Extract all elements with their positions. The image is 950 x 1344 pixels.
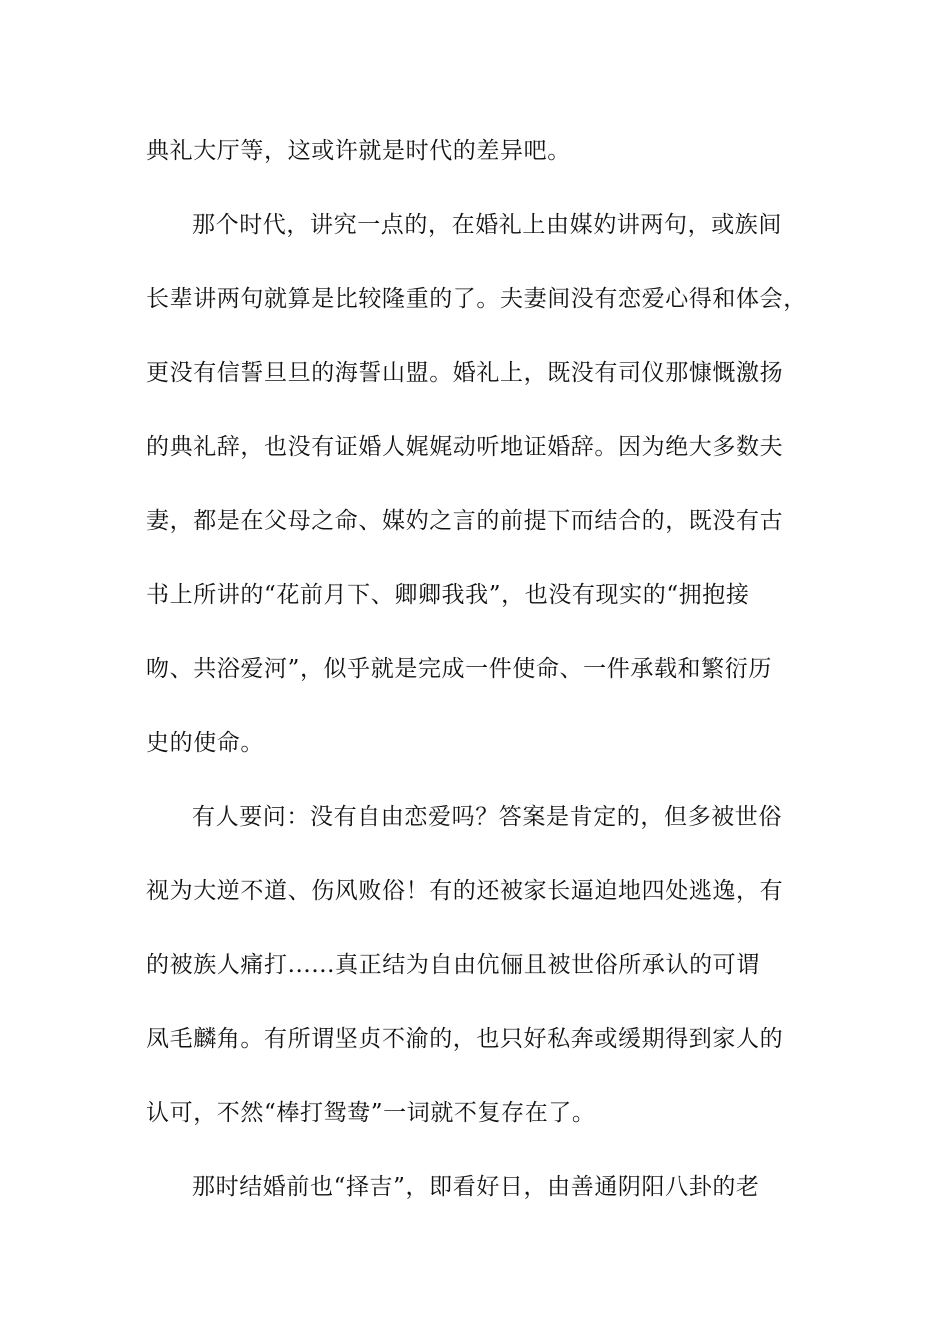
text-line: 吻、共浴爱河”，似乎就是完成一件使命、一件承载和繁衍历	[146, 656, 772, 682]
text-line: 的典礼辞，也没有证婚人娓娓动听地证婚辞。因为绝大多数夫	[146, 434, 784, 460]
text-line: 凤毛麟角。有所谓坚贞不渝的，也只好私奔或缓期得到家人的	[146, 1026, 784, 1052]
text-line: 那时结婚前也“择吉”，即看好日，由善通阴阳八卦的老	[192, 1174, 760, 1200]
text-line: 的被族人痛打......真正结为自由伉俪且被世俗所承认的可谓	[146, 952, 760, 978]
text-line: 妻，都是在父母之命、媒妁之言的前提下而结合的，既没有古	[146, 508, 784, 534]
text-line: 书上所讲的“花前月下、卿卿我我”，也没有现实的“拥抱接	[146, 582, 750, 608]
text-line: 认可，不然“棒打鸳鸯”一词就不复存在了。	[146, 1100, 596, 1126]
text-line: 有人要问：没有自由恋爱吗？答案是肯定的，但多被世俗	[192, 804, 782, 830]
text-line: 史的使命。	[146, 730, 264, 756]
text-line: 那个时代，讲究一点的，在婚礼上由媒妁讲两句，或族间	[192, 212, 782, 238]
text-line: 长辈讲两句就算是比较隆重的了。夫妻间没有恋爱心得和体会，	[146, 286, 807, 312]
text-line: 更没有信誓旦旦的海誓山盟。婚礼上，既没有司仪那慷慨激扬	[146, 360, 784, 386]
text-line: 视为大逆不道、伤风败俗！有的还被家长逼迫地四处逃逸，有	[146, 878, 784, 904]
text-line: 典礼大厅等，这或许就是时代的差异吧。	[146, 138, 571, 164]
